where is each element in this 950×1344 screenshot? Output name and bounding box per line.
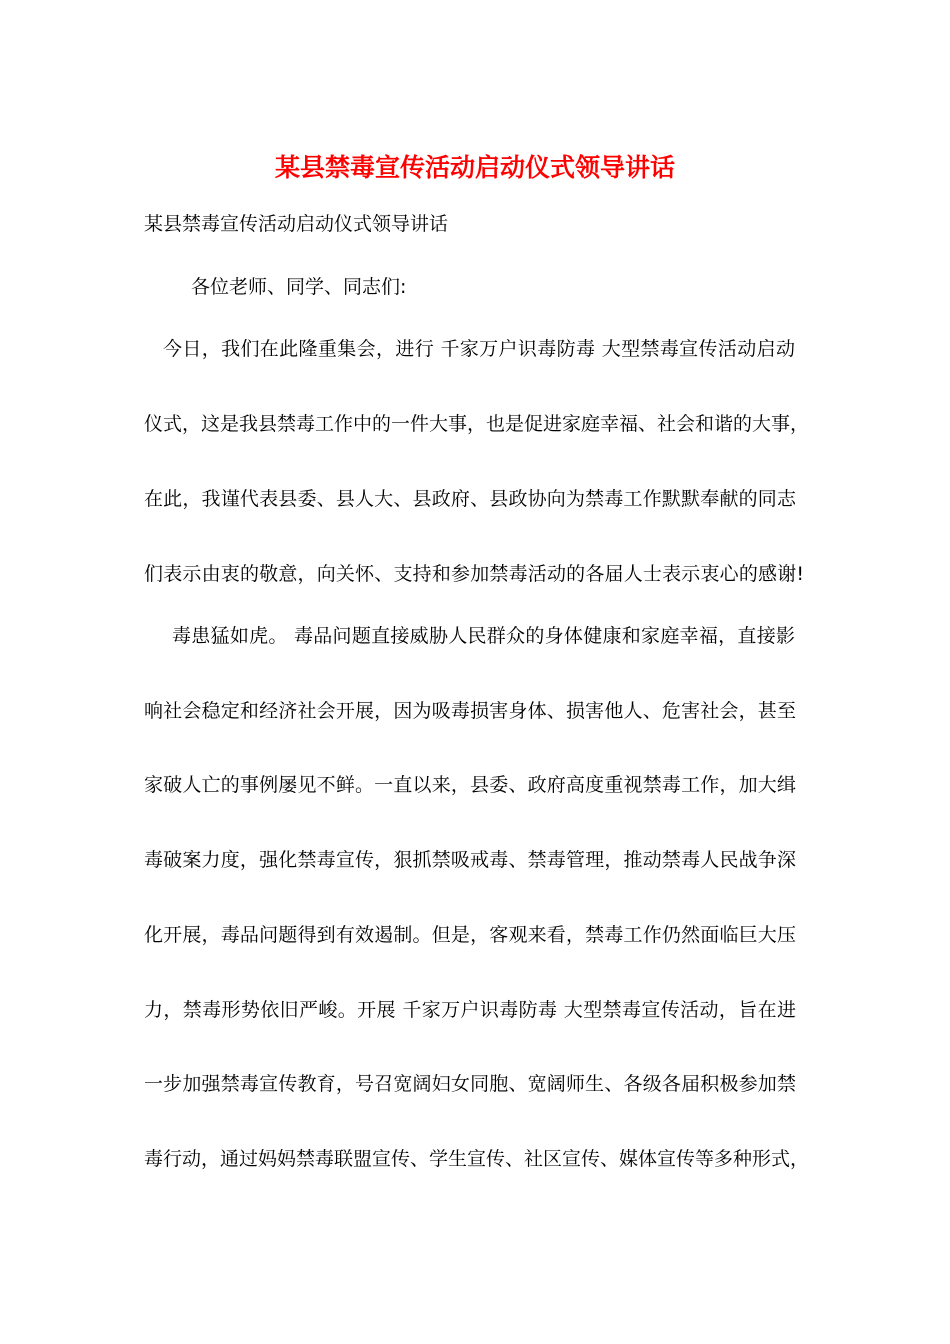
paragraph-line: 一步加强禁毒宣传教育，号召宽阔妇女同胞、宽阔师生、各级各届积极参加禁	[144, 1073, 796, 1095]
greeting: 各位老师、同学、同志们:	[191, 276, 407, 298]
paragraph-line: 在此，我谨代表县委、县人大、县政府、县政协向为禁毒工作默默奉献的同志	[144, 488, 796, 510]
paragraph-line: 化开展，毒品问题得到有效遏制。但是，客观来看，禁毒工作仍然面临巨大压	[144, 924, 796, 946]
paragraph-line: 家破人亡的事例屡见不鲜。一直以来，县委、政府高度重视禁毒工作，加大缉	[144, 774, 796, 796]
paragraph-line: 们表示由衷的敬意，向关怀、支持和参加禁毒活动的各届人士表示衷心的感谢!	[144, 563, 804, 585]
paragraph-line: 力，禁毒形势依旧严峻。开展 千家万户识毒防毒 大型禁毒宣传活动，旨在进	[144, 999, 796, 1021]
document-subtitle: 某县禁毒宣传活动启动仪式领导讲话	[144, 213, 449, 235]
paragraph-line: 响社会稳定和经济社会开展，因为吸毒损害身体、损害他人、危害社会，甚至	[144, 700, 796, 722]
document-title: 某县禁毒宣传活动启动仪式领导讲话	[274, 153, 675, 182]
paragraph-line: 仪式，这是我县禁毒工作中的一件大事，也是促进家庭幸福、社会和谐的大事，	[144, 413, 810, 435]
paragraph-line: 毒破案力度，强化禁毒宣传，狠抓禁吸戒毒、禁毒管理，推动禁毒人民战争深	[144, 849, 796, 871]
paragraph-line: 毒行动，通过妈妈禁毒联盟宣传、学生宣传、社区宣传、媒体宣传等多种形式，	[144, 1148, 810, 1170]
paragraph-line: 毒患猛如虎。 毒品问题直接威胁人民群众的身体健康和家庭幸福，直接影	[172, 625, 795, 647]
paragraph-line: 今日，我们在此隆重集会，进行 千家万户识毒防毒 大型禁毒宣传活动启动	[163, 338, 795, 360]
